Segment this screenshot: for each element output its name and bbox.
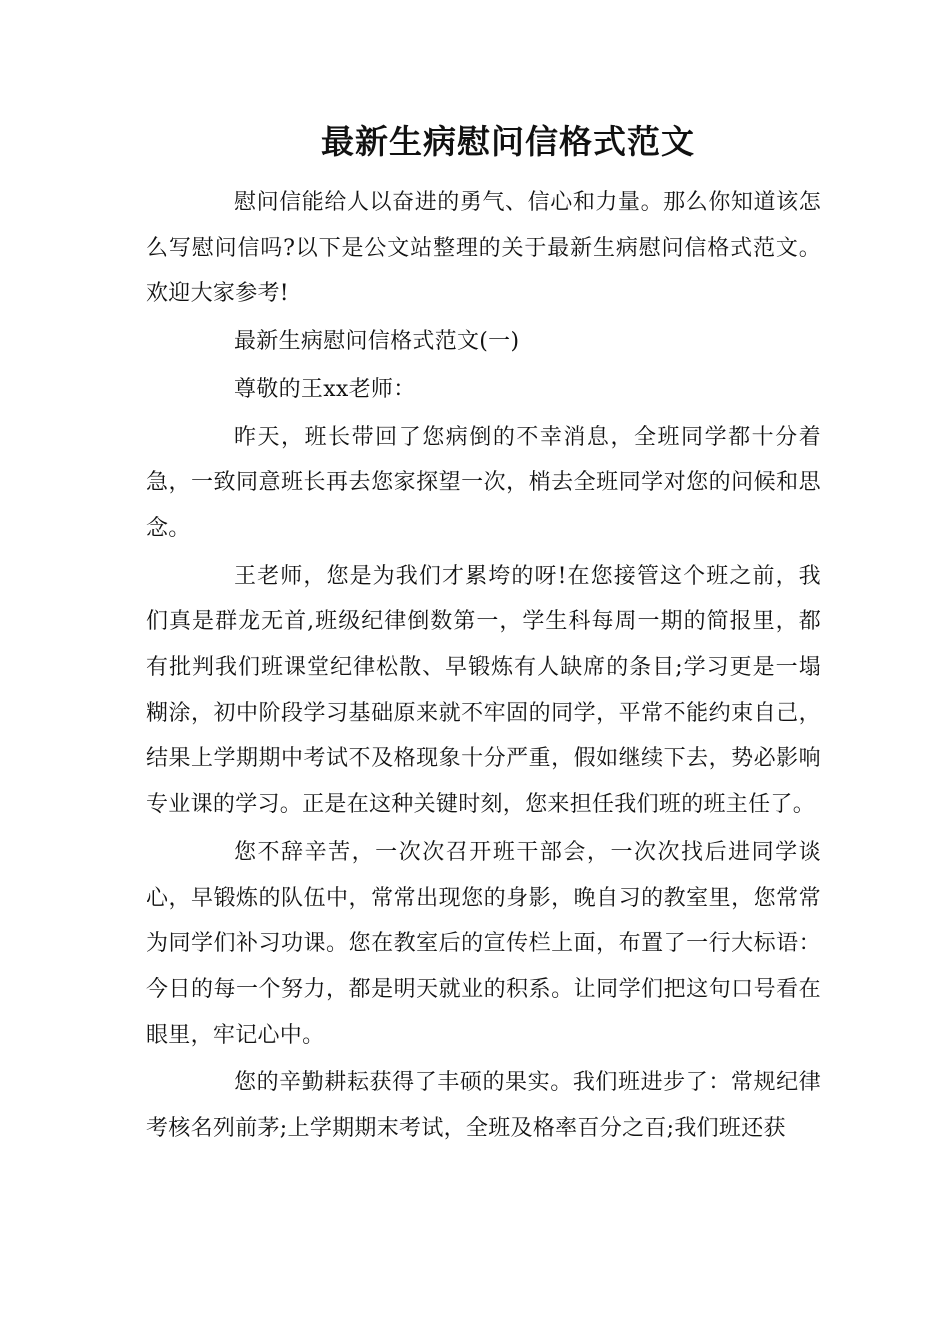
body-paragraph: 王老师，您是为我们才累垮的呀!在您接管这个班之前，我们真是群龙无首,班级纪律倒数第一，学生科每周一期的简报里，都有批判我们班课堂纪律松散、早锻炼有人缺席的条目;学习更是一塌糊涂，初中阶段学习基础原来就不牢固的同学，平常不能约束自己，结果上学期期中考试不及格现象十分严重，假如继续下去，势必影响专业课的学习。正是在这种关键时刻，您来担任我们班的班主任了。: [146, 563, 821, 818]
body-paragraph: 昨天，班长带回了您病倒的不幸消息，全班同学都十分着急，一致同意班长再去您家探望一次，梢去全班同学对您的问候和思念。: [146, 424, 821, 541]
body-paragraph: 您的辛勤耕耘获得了丰硕的果实。我们班进步了：常规纪律考核名列前茅;上学期期末考试，全班及格率百分之百;我们班还获: [146, 1070, 821, 1142]
body-paragraph: 您不辞辛苦，一次次召开班干部会，一次次找后进同学谈心，早锻炼的队伍中，常常出现您的身影，晚自习的教室里，您常常为同学们补习功课。您在教室后的宣传栏上面，布置了一行大标语：今日的每一个努力，都是明天就业的积系。让同学们把这句口号看在眼里，牢记心中。: [146, 839, 821, 1048]
section-heading: 最新生病慰问信格式范文(一): [234, 329, 520, 355]
intro-paragraph: 慰问信能给人以奋进的勇气、信心和力量。那么你知道该怎么写慰问信吗?以下是公文站整理的关于最新生病慰问信格式范文。欢迎大家参考!: [146, 190, 821, 307]
document-body: [146, 180, 821, 1152]
document-title: 最新生病慰问信格式范文: [321, 122, 695, 161]
salutation: 尊敬的王xx老师：: [234, 376, 416, 402]
